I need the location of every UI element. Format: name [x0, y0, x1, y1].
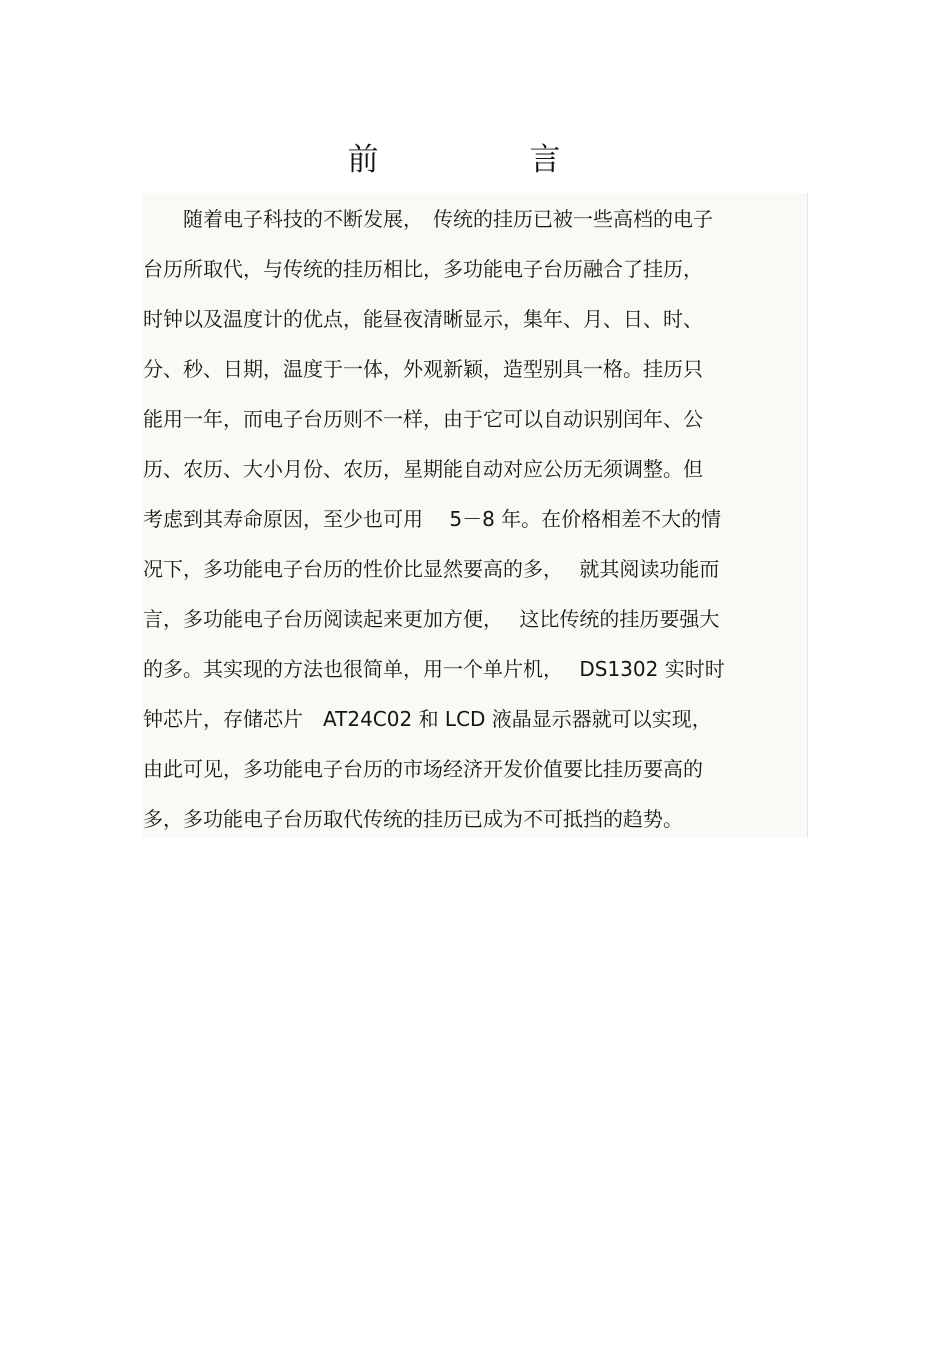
- paragraph-line: 况下，多功能电子台历的性价比显然要高的多， 就其阅读功能而: [143, 557, 720, 581]
- paragraph-line: 多，多功能电子台历取代传统的挂历已成为不可抵挡的趋势。: [143, 807, 683, 831]
- page-title: 前 言: [347, 142, 621, 178]
- paragraph-line: 时钟以及温度计的优点，能昼夜清晰显示，集年、月、日、时、: [143, 307, 703, 331]
- paragraph-line: 的多。其实现的方法也很简单，用一个单片机， DS1302 实时时: [143, 657, 725, 681]
- paragraph-line: 能用一年，而电子台历则不一样，由于它可以自动识别闰年、公: [143, 407, 703, 431]
- paragraph-line: 台历所取代，与传统的挂历相比，多功能电子台历融合了挂历，: [143, 257, 703, 281]
- paragraph-line: 由此可见，多功能电子台历的市场经济开发价值要比挂历要高的: [143, 757, 703, 781]
- paragraph-line: 言，多功能电子台历阅读起来更加方便， 这比传统的挂历要强大: [143, 607, 720, 631]
- paragraph-line: 随着电子科技的不断发展， 传统的挂历已被一些高档的电子: [143, 207, 713, 231]
- paragraph-line: 钟芯片，存储芯片 AT24C02 和 LCD 液晶显示器就可以实现，: [143, 707, 712, 731]
- paragraph-line: 历、农历、大小月份、农历，星期能自动对应公历无须调整。但: [143, 457, 703, 481]
- paragraph-line: 考虑到其寿命原因，至少也可用 5－8 年。在价格相差不大的情: [143, 507, 722, 531]
- paragraph-line: 分、秒、日期，温度于一体，外观新颖，造型别具一格。挂历只: [143, 357, 703, 381]
